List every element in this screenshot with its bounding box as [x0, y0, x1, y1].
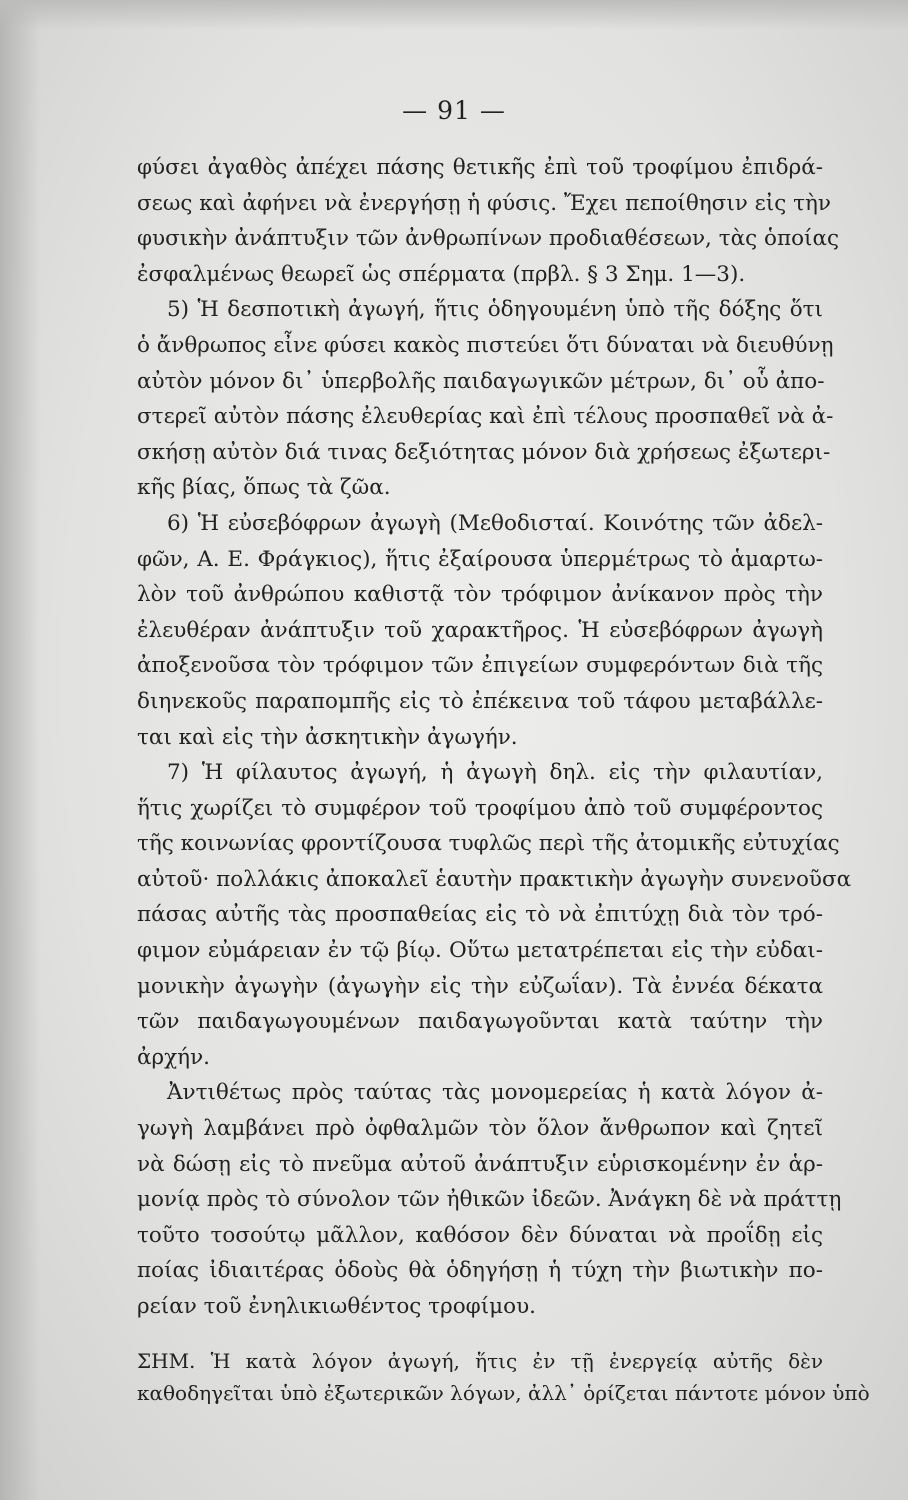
- text-line: ἥτις χωρίζει τὸ συμφέρον τοῦ τροφίμου ἀπὸ τοῦ συμφέροντος: [137, 795, 823, 821]
- page-number: — 91 —: [402, 96, 506, 125]
- text-line: διηνεκοῦς παραπομπῆς εἰς τὸ ἐπέκεινα τοῦ τάφου μεταβάλλε-: [137, 688, 823, 714]
- text-line: αὐτὸν μόνον δι᾽ ὑπερβολῆς παιδαγωγικῶν μέτρων, δι᾽ οὗ ἀπο-: [137, 368, 825, 394]
- text-line: φῶν, Α. Ε. Φράγκιος), ἥτις ἐξαίρουσα ὑπερμέτρως τὸ ἁμαρτω-: [137, 546, 823, 572]
- text-line: Ἀντιθέτως πρὸς ταύτας τὰς μονομερείας ἡ κατὰ λόγον ἀ-: [167, 1080, 823, 1106]
- text-line: ἐσφαλμένως θεωρεῖ ὡς σπέρματα (πρβλ. § 3 Σημ. 1—3).: [137, 261, 746, 287]
- text-line: ἐλευθέραν ἀνάπτυξιν τοῦ χαρακτῆρος. Ἡ εὐσεβόφρων ἀγωγὴ: [137, 617, 823, 643]
- text-line: πάσας αὐτῆς τὰς προσπαθείας εἰς τὸ νὰ ἐπιτύχῃ διὰ τὸν τρό-: [137, 902, 823, 928]
- text-line: καθοδηγεῖται ὑπὸ ἐξωτερικῶν λόγων, ἀλλ᾽ ὁρίζεται πάντοτε μόνον ὑπὸ: [137, 1380, 870, 1405]
- text-line: ἀποξενοῦσα τὸν τρόφιμον τῶν ἐπιγείων συμφερόντων διὰ τῆς: [137, 653, 823, 679]
- main-paragraphs: [137, 150, 852, 1325]
- body-text: [137, 150, 870, 1409]
- footnote: [137, 1345, 870, 1409]
- text-line: γωγὴ λαμβάνει πρὸ ὀφθαλμῶν τὸν ὅλον ἄνθρωπον καὶ ζητεῖ: [137, 1116, 823, 1142]
- text-line: φύσει ἀγαθὸς ἀπέχει πάσης θετικῆς ἐπὶ τοῦ τροφίμου ἐπιδρά-: [137, 155, 823, 180]
- text-line: τοῦτο τοσούτῳ μᾶλλον, καθόσον δὲν δύναται νὰ προΐδῃ εἰς: [137, 1222, 823, 1248]
- text-line: κῆς βίας, ὅπως τὰ ζῶα.: [137, 475, 391, 501]
- page-gutter-shadow: [0, 0, 40, 1500]
- text-line: ποίας ἰδιαιτέρας ὁδοὺς θὰ ὁδηγήσῃ ἡ τύχη τὴν βιωτικὴν πο-: [137, 1258, 823, 1284]
- text-line: στερεῖ αὐτὸν πάσης ἐλευθερίας καὶ ἐπὶ τέλους προσπαθεῖ νὰ ἀ-: [137, 404, 834, 430]
- text-line: ρείαν τοῦ ἐνηλικιωθέντος τροφίμου.: [137, 1294, 536, 1319]
- text-line: τῆς κοινωνίας φροντίζουσα τυφλῶς περὶ τῆς ἀτομικῆς εὐτυχίας: [137, 831, 840, 857]
- section-gap: [137, 1325, 823, 1345]
- text-line: μονικὴν ἀγωγὴν (ἀγωγὴν εἰς τὴν εὐζωΐαν). Τὰ ἐννέα δέκατα: [137, 973, 823, 999]
- text-line: ὁ ἄνθρωπος εἶνε φύσει κακὸς πιστεύει ὅτι δύναται νὰ διευθύνῃ: [137, 332, 834, 358]
- text-line: 7) Ἡ φίλαυτος ἀγωγή, ἡ ἀγωγὴ δηλ. εἰς τὴν φιλαυτίαν,: [167, 760, 823, 786]
- text-line: αὐτοῦ· πολλάκις ἀποκαλεῖ ἑαυτὴν πρακτικὴν ἀγωγὴν συνενοῦσα: [137, 866, 852, 892]
- text-line: σεως καὶ ἀφήνει νὰ ἐνεργήσῃ ἡ φύσις. Ἔχει πεποίθησιν εἰς τὴν: [137, 190, 831, 216]
- text-line: 6) Ἡ εὐσεβόφρων ἀγωγὴ (Μεθοδισταί. Κοινότης τῶν ἀδελ-: [167, 510, 823, 536]
- text-line: 5) Ἡ δεσποτικὴ ἀγωγή, ἥτις ὁδηγουμένη ὑπὸ τῆς δόξης ὅτι: [167, 297, 823, 323]
- text-line: ται καὶ εἰς τὴν ἀσκητικὴν ἀγωγήν.: [137, 724, 518, 750]
- text-line: ΣΗΜ. Ἡ κατὰ λόγον ἀγωγή, ἥτις ἐν τῇ ἐνεργείᾳ αὐτῆς δὲν: [137, 1348, 823, 1373]
- text-line: φυσικὴν ἀνάπτυξιν τῶν ἀνθρωπίνων προδιαθέσεων, τὰς ὁποίας: [137, 226, 840, 252]
- page-top-shadow: [0, 0, 908, 30]
- text-line: φιμον εὐμάρειαν ἐν τῷ βίῳ. Οὕτω μετατρέπεται εἰς τὴν εὐδαι-: [137, 938, 823, 964]
- text-line: μονίᾳ πρὸς τὸ σύνολον τῶν ἠθικῶν ἰδεῶν. Ἀνάγκη δὲ νὰ πράττῃ: [137, 1187, 842, 1213]
- text-line: ἀρχήν.: [137, 1044, 210, 1070]
- text-line: τῶν παιδαγωγουμένων παιδαγωγοῦνται κατὰ ταύτην τὴν: [137, 1009, 823, 1035]
- text-line: νὰ δώσῃ εἰς τὸ πνεῦμα αὐτοῦ ἀνάπτυξιν εὑρισκομένην ἐν ἁρ-: [137, 1151, 823, 1177]
- text-line: λὸν τοῦ ἀνθρώπου καθιστᾷ τὸν τρόφιμον ἀνίκανον πρὸς τὴν: [137, 582, 823, 608]
- text-line: σκήσῃ αὐτὸν διά τινας δεξιότητας μόνον διὰ χρήσεως ἐξωτερι-: [137, 439, 831, 465]
